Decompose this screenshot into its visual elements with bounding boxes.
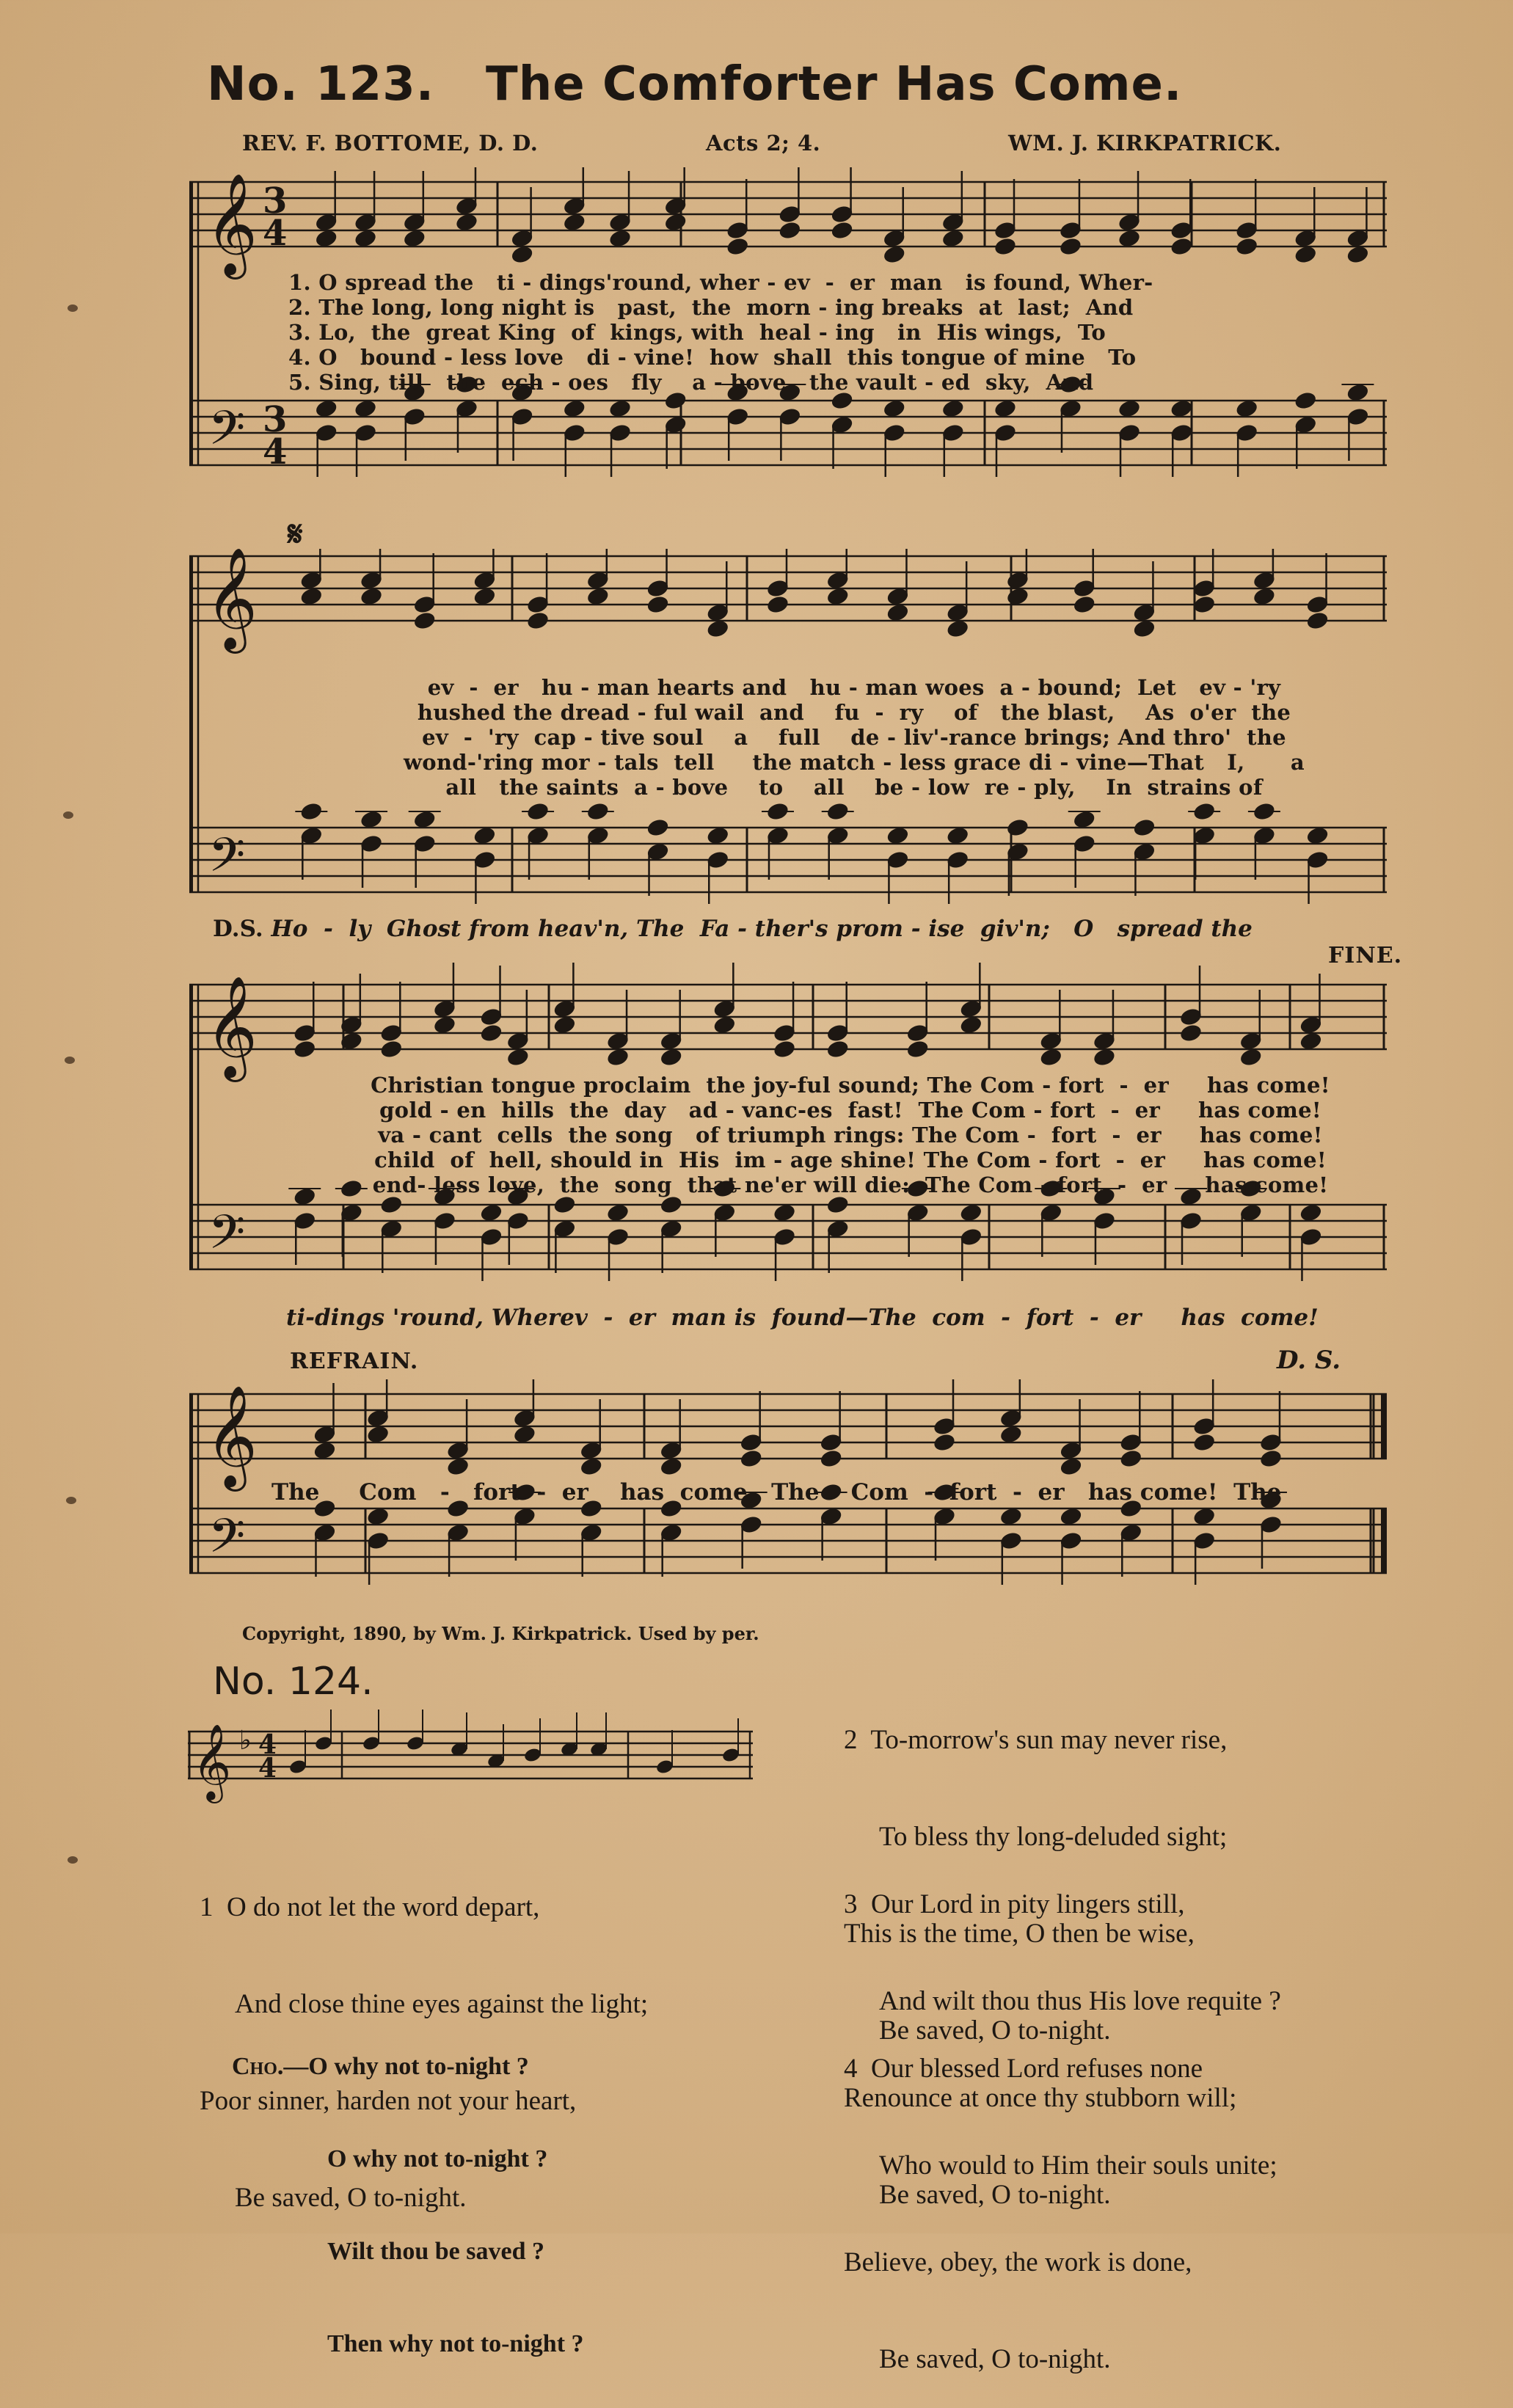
verse-lyrics [255,675,1453,800]
ds-lyric-line [213,916,1253,942]
svg-text:𝄞: 𝄞 [205,549,258,649]
svg-text:4: 4 [258,1753,277,1784]
refrain-ds-marker: D. S. [1277,1346,1341,1375]
lyric-line: 3. Lo, the great King of kings, with heal - ing in His wings, To [288,320,1107,345]
verse-line: 2 To-morrow's sun may never rise, [844,1725,1228,1755]
lyric-line: 2. The long, long night is past, the morn - ing breaks at last; And [288,295,1134,320]
svg-text:4: 4 [263,213,288,254]
chorus-line: Wilt thou be saved ? [327,2238,544,2265]
verse-line: Be saved, O to-night. [879,2344,1111,2374]
lyric-line: 1. O spread the ti - dings'round, wher - ev - er man is found, Wher- [288,270,1153,295]
ds-lyric: Ho - ly Ghost from heav'n, The Fa - ther's prom - ise giv'n; O spread the [271,916,1253,942]
verse-line: Renounce at once thy stubborn will; [844,2083,1237,2113]
verse-line: 4 Our blessed Lord refuses none [844,2054,1203,2084]
page-blemish [65,1057,75,1064]
page-blemish [66,1497,76,1504]
page-blemish [68,1856,78,1864]
verse-line: Who would to Him their souls unite; [879,2150,1277,2181]
music-system-3 [189,963,1387,1307]
segno-icon: 𝄋 [288,514,303,555]
verse-line: Be saved, O to-night. [879,2180,1111,2210]
hymn-124-melody [188,1710,753,1812]
lyric-line: ev - er hu - man hearts and hu - man woes a - bound; Let ev - 'ry [427,675,1281,700]
staff-graphic [188,1710,753,1812]
lyric-line: 4. O bound - less love di - vine! how shall this tongue of mine To [288,345,1137,370]
svg-text:𝄞: 𝄞 [205,1385,258,1487]
svg-text:𝄞: 𝄞 [192,1723,232,1800]
copyright-notice: Copyright, 1890, by Wm. J. Kirkpatrick. Used by per. [242,1623,759,1644]
chorus-line: O why not to-night ? [308,2053,529,2080]
page-blemish [68,304,78,312]
lyric-line: Christian tongue proclaim the joy-ful sound; The Com - fort - er has come! [371,1073,1330,1098]
verse-line: Be saved, O to-night. [879,2015,1111,2046]
svg-text:𝄢: 𝄢 [208,401,246,467]
svg-text:𝄞: 𝄞 [205,976,258,1078]
ds-marker: D.S. [213,916,263,942]
page-blemish [63,811,73,819]
svg-text:♭: ♭ [239,1726,252,1756]
verse-line: 1 O do not let the word depart, [200,1892,540,1922]
hymn-124-number: No. 124. [213,1660,373,1704]
refrain-label: REFRAIN. [290,1349,419,1374]
music-system-1 [189,167,1387,505]
author-credit: REV. F. BOTTOME, D. D. [242,131,539,156]
svg-text:4: 4 [258,1729,277,1760]
verse-line: Believe, obey, the work is done, [844,2247,1192,2277]
fine-marker: FINE. [1328,943,1403,968]
verse-line: And close thine eyes against the light; [235,1989,649,2019]
verse-lyrics [252,1073,1449,1197]
lyric-line: end- less love, the song that ne'er will die: The Com - fort - er has come! [372,1172,1329,1197]
svg-text:3: 3 [263,399,288,440]
music-system-2 [189,549,1387,908]
lyric-line: va - cant cells the song of triumph rings: The Com - fort - er has come! [378,1123,1323,1148]
verse-line: Poor sinner, harden not your heart, [200,2086,577,2116]
verse-line: 3 Our Lord in pity lingers still, [844,1889,1185,1919]
bass-part-lyric: ti-dings 'round, Wherev - er man is found—The com - fort - er has come! [286,1305,1319,1331]
hymn-124-chorus [232,1990,584,2390]
verse-line: To bless thy long-deluded sight; [879,1822,1228,1852]
svg-text:3: 3 [263,180,288,222]
lyric-line: wond-'ring mor - tals tell the match - less grace di - vine—That I, a [404,750,1305,775]
refrain-lyric: The Com - fort - er has come, The Com - fort - er has come! The [271,1479,1282,1506]
chorus-label: Cho.— [232,2053,309,2080]
composer-credit: WM. J. KIRKPATRICK. [1008,131,1282,156]
lyric-line: ev - 'ry cap - tive soul a full de - liv'-rance brings; And thro' the [422,725,1286,750]
verse-line: This is the time, O then be wise, [844,1919,1195,1949]
scripture-reference: Acts 2; 4. [706,131,821,156]
svg-text:4: 4 [263,431,288,473]
verse-lyrics [288,270,1486,395]
svg-text:𝄢: 𝄢 [208,828,246,894]
chorus-line: Then why not to-night ? [327,2330,584,2357]
svg-text:𝄞: 𝄞 [205,173,258,275]
hymn-title-text: The Comforter Has Come. [486,57,1183,112]
lyric-line: all the saints a - bove to all be - low re - ply, In strains of [445,775,1263,800]
hymn-number: No. 123. [207,57,435,112]
hymn-124-verse-4 [844,1988,1277,2408]
lyric-line: child of hell, should in His im - age shine! The Com - fort - er has come! [374,1148,1327,1172]
lyric-line: 5. Sing, till the ech - oes fly a - bove the vault - ed sky, And [288,370,1094,395]
lyric-line: gold - en hills the day ad - vanc-es fast! The Com - fort - er has come! [379,1098,1321,1123]
verse-line: And wilt thou thus His love requite ? [879,1986,1281,2016]
lyric-line: hushed the dread - ful wail and fu - ry of the blast, As o'er the [417,700,1291,725]
hymn-title [207,57,1182,112]
chorus-line: O why not to-night ? [327,2145,548,2172]
svg-text:𝄢: 𝄢 [208,1205,246,1272]
verse-line: Be saved, O to-night. [235,2183,467,2213]
svg-text:𝄢: 𝄢 [208,1509,246,1575]
